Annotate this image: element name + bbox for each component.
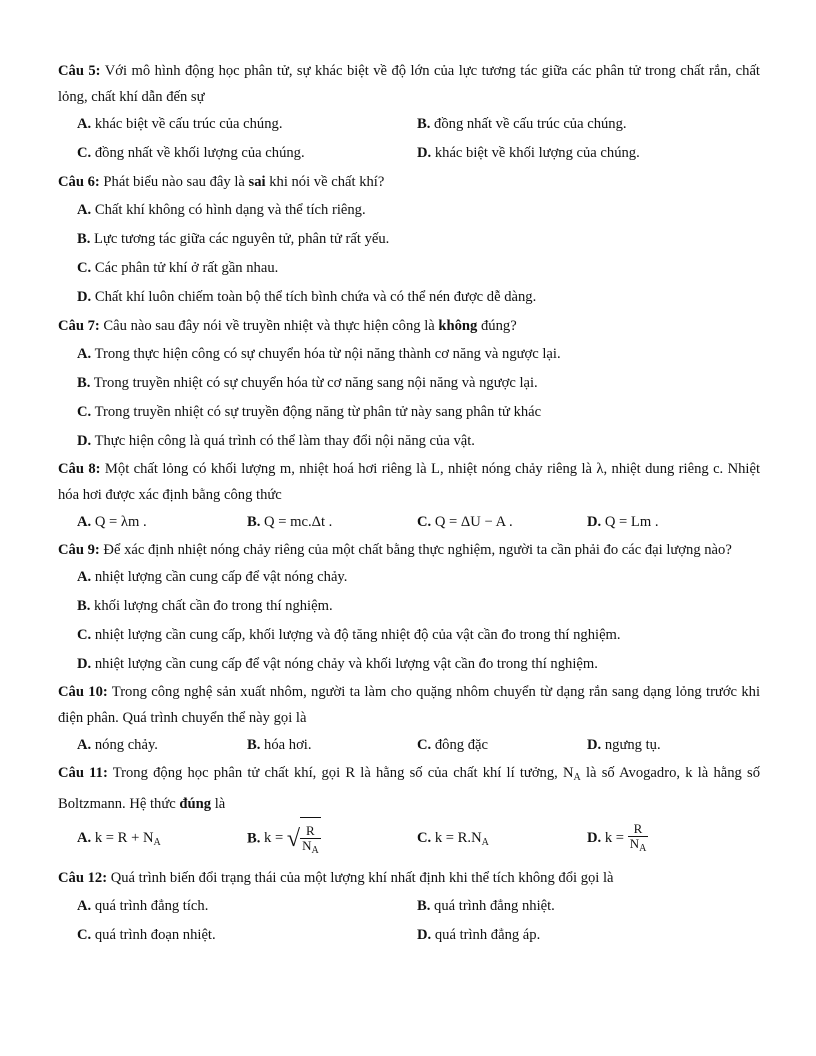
question-label: Câu 10: — [58, 684, 108, 700]
option-letter: B. — [77, 231, 91, 247]
question-11 — [58, 760, 760, 864]
question-label: Câu 8: — [58, 461, 101, 477]
option-letter: C. — [417, 737, 432, 753]
option-text: Chất khí luôn chiếm toàn bộ thể tích bình chứa và có thể nén được dễ dàng. — [94, 289, 537, 305]
question-stem — [58, 864, 760, 892]
denominator-subscript: A — [311, 844, 319, 856]
option-letter: B. — [417, 898, 431, 914]
question-text: Trong động học phân tử chất khí, gọi R là hằng số của chất khí lí tưởng, — [112, 765, 558, 781]
option-d[interactable] — [77, 427, 760, 456]
formula-subscript: A — [153, 837, 161, 848]
option-text: ngưng tụ. — [604, 737, 661, 753]
option-letter: A. — [77, 898, 92, 914]
option-formula — [435, 830, 489, 846]
option-c[interactable] — [77, 398, 760, 427]
sqrt-symbol: √ $\frac{R}{N_A}$ — [287, 817, 321, 861]
avogadro-symbol — [563, 765, 581, 781]
option-letter: A. — [77, 116, 92, 132]
denominator-subscript: A — [639, 842, 647, 854]
symbol-base: N — [563, 765, 574, 781]
option-letter: A. — [77, 202, 92, 218]
option-a[interactable] — [77, 196, 760, 225]
question-label: Câu 12: — [58, 870, 108, 886]
option-letter: A. — [77, 830, 92, 846]
option-d[interactable] — [417, 921, 757, 950]
option-d[interactable] — [587, 508, 757, 537]
option-text: đông đặc — [434, 737, 488, 753]
option-letter: C. — [77, 145, 92, 161]
question-text: Câu nào sau đây nói về truyền nhiệt và thực hiện công là — [103, 318, 435, 334]
option-text: đồng nhất về khối lượng của chúng. — [94, 145, 305, 161]
option-a[interactable] — [77, 817, 247, 864]
option-formula: Q = mc.Δt . — [264, 514, 333, 530]
formula-text: k = — [604, 830, 625, 846]
option-text: Các phân tử khí ở rất gần nhau. — [94, 260, 279, 276]
option-text: khác biệt về khối lượng của chúng. — [434, 145, 640, 161]
option-text: Chất khí không có hình dạng và thể tích riêng. — [94, 202, 366, 218]
question-text: khi nói về chất khí? — [269, 174, 385, 190]
question-stem — [58, 168, 760, 196]
option-letter: C. — [77, 927, 92, 943]
question-label: Câu 11: — [58, 765, 108, 781]
option-text: khác biệt về cấu trúc của chúng. — [94, 116, 283, 132]
option-letter: B. — [247, 737, 261, 753]
answer-options — [58, 563, 760, 679]
option-text: nhiệt lượng cần cung cấp để vật nóng chảy và khối lượng vật cần đo trong thí nghiệm. — [94, 656, 598, 672]
option-letter: A. — [77, 569, 92, 585]
fraction-denominator — [628, 837, 649, 856]
option-text: Trong truyền nhiệt có sự truyền động năng từ phân tử này sang phân tử khác — [94, 404, 542, 420]
option-letter: B. — [247, 514, 261, 530]
option-c[interactable] — [77, 921, 417, 950]
question-label: Câu 5: — [58, 63, 101, 79]
question-5 — [58, 58, 760, 168]
option-letter: B. — [77, 598, 91, 614]
option-a[interactable] — [77, 563, 760, 592]
option-letter: D. — [587, 830, 602, 846]
option-letter: D. — [587, 737, 602, 753]
option-a[interactable] — [77, 731, 247, 760]
option-d[interactable] — [587, 817, 757, 864]
question-text: Với mô hình động học phân tử, sự khác biệt về độ lớn của lực tương tác giữa các phân tử trong chất rắn, chất lỏng, chất khí dẫn đến sự — [58, 63, 760, 105]
option-letter: D. — [587, 514, 602, 530]
answer-options — [58, 508, 760, 537]
option-a[interactable] — [77, 892, 417, 921]
option-letter: D. — [77, 289, 92, 305]
formula-text: k = R.N — [434, 830, 482, 846]
option-letter: A. — [77, 514, 92, 530]
option-formula: Q = λm . — [94, 514, 147, 530]
option-b[interactable] — [247, 817, 417, 864]
option-d[interactable] — [587, 731, 757, 760]
option-formula — [264, 822, 321, 856]
question-stem — [58, 58, 760, 110]
symbol-subscript: A — [573, 772, 581, 783]
question-8 — [58, 456, 760, 537]
option-formula: Q = Lm . — [604, 514, 659, 530]
question-label: Câu 6: — [58, 174, 100, 190]
option-letter: D. — [77, 656, 92, 672]
option-a[interactable] — [77, 340, 760, 369]
question-text: là số Avogadro, k là hằng số Boltzmann. Hệ thức — [58, 765, 760, 812]
question-emphasis: sai — [248, 174, 266, 190]
option-b[interactable] — [77, 225, 760, 254]
option-formula — [604, 820, 648, 854]
option-c[interactable] — [417, 508, 587, 537]
formula-text: k = — [264, 830, 284, 847]
option-letter: D. — [77, 433, 92, 449]
option-text: nhiệt lượng cần cung cấp để vật nóng chảy. — [94, 569, 348, 585]
question-stem — [58, 456, 760, 508]
question-text: Trong công nghệ sản xuất nhôm, người ta làm cho quặng nhôm chuyển từ dạng rắn sang dạng lỏng trước khi điện phân. Quá trình chuyển thể này gọi là — [58, 684, 760, 726]
option-c[interactable] — [417, 817, 587, 864]
option-text: Thực hiện công là quá trình có thể làm thay đổi nội năng của vật. — [94, 433, 475, 449]
question-label: Câu 9: — [58, 542, 100, 558]
option-text: quá trình đoạn nhiệt. — [94, 927, 216, 943]
option-letter: C. — [77, 627, 92, 643]
fraction-numerator: R — [300, 824, 321, 839]
fraction — [300, 824, 321, 858]
option-b[interactable] — [417, 892, 757, 921]
fraction-numerator: R — [628, 822, 649, 837]
option-b[interactable] — [77, 592, 760, 621]
answer-options — [58, 110, 760, 168]
question-text: đúng? — [481, 318, 517, 334]
option-letter: A. — [77, 346, 92, 362]
option-text: đồng nhất về cấu trúc của chúng. — [434, 116, 627, 132]
option-b[interactable] — [77, 369, 760, 398]
question-stem — [58, 537, 760, 563]
formula-subscript: A — [481, 837, 489, 848]
option-letter: A. — [77, 737, 92, 753]
option-a[interactable] — [77, 110, 417, 139]
answer-options — [58, 196, 760, 312]
option-letter: D. — [417, 927, 432, 943]
option-text: quá trình đẳng tích. — [94, 898, 209, 914]
question-text: Một chất lỏng có khối lượng m, nhiệt hoá hơi riêng là L, nhiệt nóng chảy riêng là λ, nhiệt dung riêng c. Nhiệt hóa hơi được xác định bằng công thức — [58, 461, 761, 503]
fraction-denominator — [300, 839, 321, 858]
option-d[interactable] — [417, 139, 757, 168]
option-a[interactable] — [77, 508, 247, 537]
question-label: Câu 7: — [58, 318, 100, 334]
option-letter: C. — [77, 260, 92, 276]
option-b[interactable] — [247, 508, 417, 537]
option-text: hóa hơi. — [264, 737, 312, 753]
question-7 — [58, 312, 760, 456]
question-stem — [58, 760, 760, 817]
option-b[interactable] — [417, 110, 757, 139]
option-text: Trong truyền nhiệt có sự chuyển hóa từ cơ năng sang nội năng và ngược lại. — [93, 375, 538, 391]
option-formula: Q = ΔU − A . — [434, 514, 513, 530]
answer-options — [58, 817, 760, 864]
question-10 — [58, 679, 760, 760]
question-text: Để xác định nhiệt nóng chảy riêng của một chất bằng thực nghiệm, người ta cần phải đo các đại lượng nào? — [103, 542, 732, 558]
answer-options — [58, 892, 760, 950]
option-c[interactable] — [417, 731, 587, 760]
option-text: Trong thực hiện công có sự chuyển hóa từ nội năng thành cơ năng và ngược lại. — [94, 346, 561, 362]
option-c[interactable] — [77, 621, 760, 650]
option-text: nóng chảy. — [94, 737, 158, 753]
option-b[interactable] — [247, 731, 417, 760]
question-text: Quá trình biến đổi trạng thái của một lượng khí nhất định khi thể tích không đổi gọi là — [110, 870, 614, 886]
option-text: nhiệt lượng cần cung cấp, khối lượng và độ tăng nhiệt độ của vật cần đo trong thí nghiệm. — [94, 627, 621, 643]
option-letter: B. — [77, 375, 91, 391]
question-emphasis: đúng — [179, 796, 212, 812]
question-text: là — [214, 796, 226, 812]
option-letter: C. — [417, 830, 432, 846]
option-letter: C. — [417, 514, 432, 530]
fraction — [628, 822, 649, 856]
option-letter: B. — [417, 116, 431, 132]
option-formula — [95, 830, 161, 846]
question-stem — [58, 312, 760, 340]
option-letter: D. — [417, 145, 432, 161]
denominator-base: N — [629, 835, 640, 851]
option-c[interactable] — [77, 139, 417, 168]
option-text: khối lượng chất cần đo trong thí nghiệm. — [94, 598, 333, 614]
answer-options — [58, 731, 760, 760]
question-9 — [58, 537, 760, 679]
option-c[interactable] — [77, 254, 760, 283]
question-emphasis: không — [438, 318, 478, 334]
option-text: Lực tương tác giữa các nguyên tử, phân tử rất yếu. — [94, 231, 390, 247]
exam-page — [58, 58, 760, 950]
question-stem — [58, 679, 760, 731]
option-d[interactable] — [77, 283, 760, 312]
option-text: quá trình đẳng nhiệt. — [434, 898, 555, 914]
question-6 — [58, 168, 760, 312]
formula-text: k = R + N — [94, 830, 154, 846]
answer-options — [58, 340, 760, 456]
option-text: quá trình đẳng áp. — [434, 927, 541, 943]
option-letter: C. — [77, 404, 92, 420]
question-12 — [58, 864, 760, 950]
option-d[interactable] — [77, 650, 760, 679]
question-text: Phát biểu nào sau đây là — [103, 174, 245, 190]
option-letter: B. — [247, 830, 261, 847]
denominator-base: N — [302, 837, 312, 853]
